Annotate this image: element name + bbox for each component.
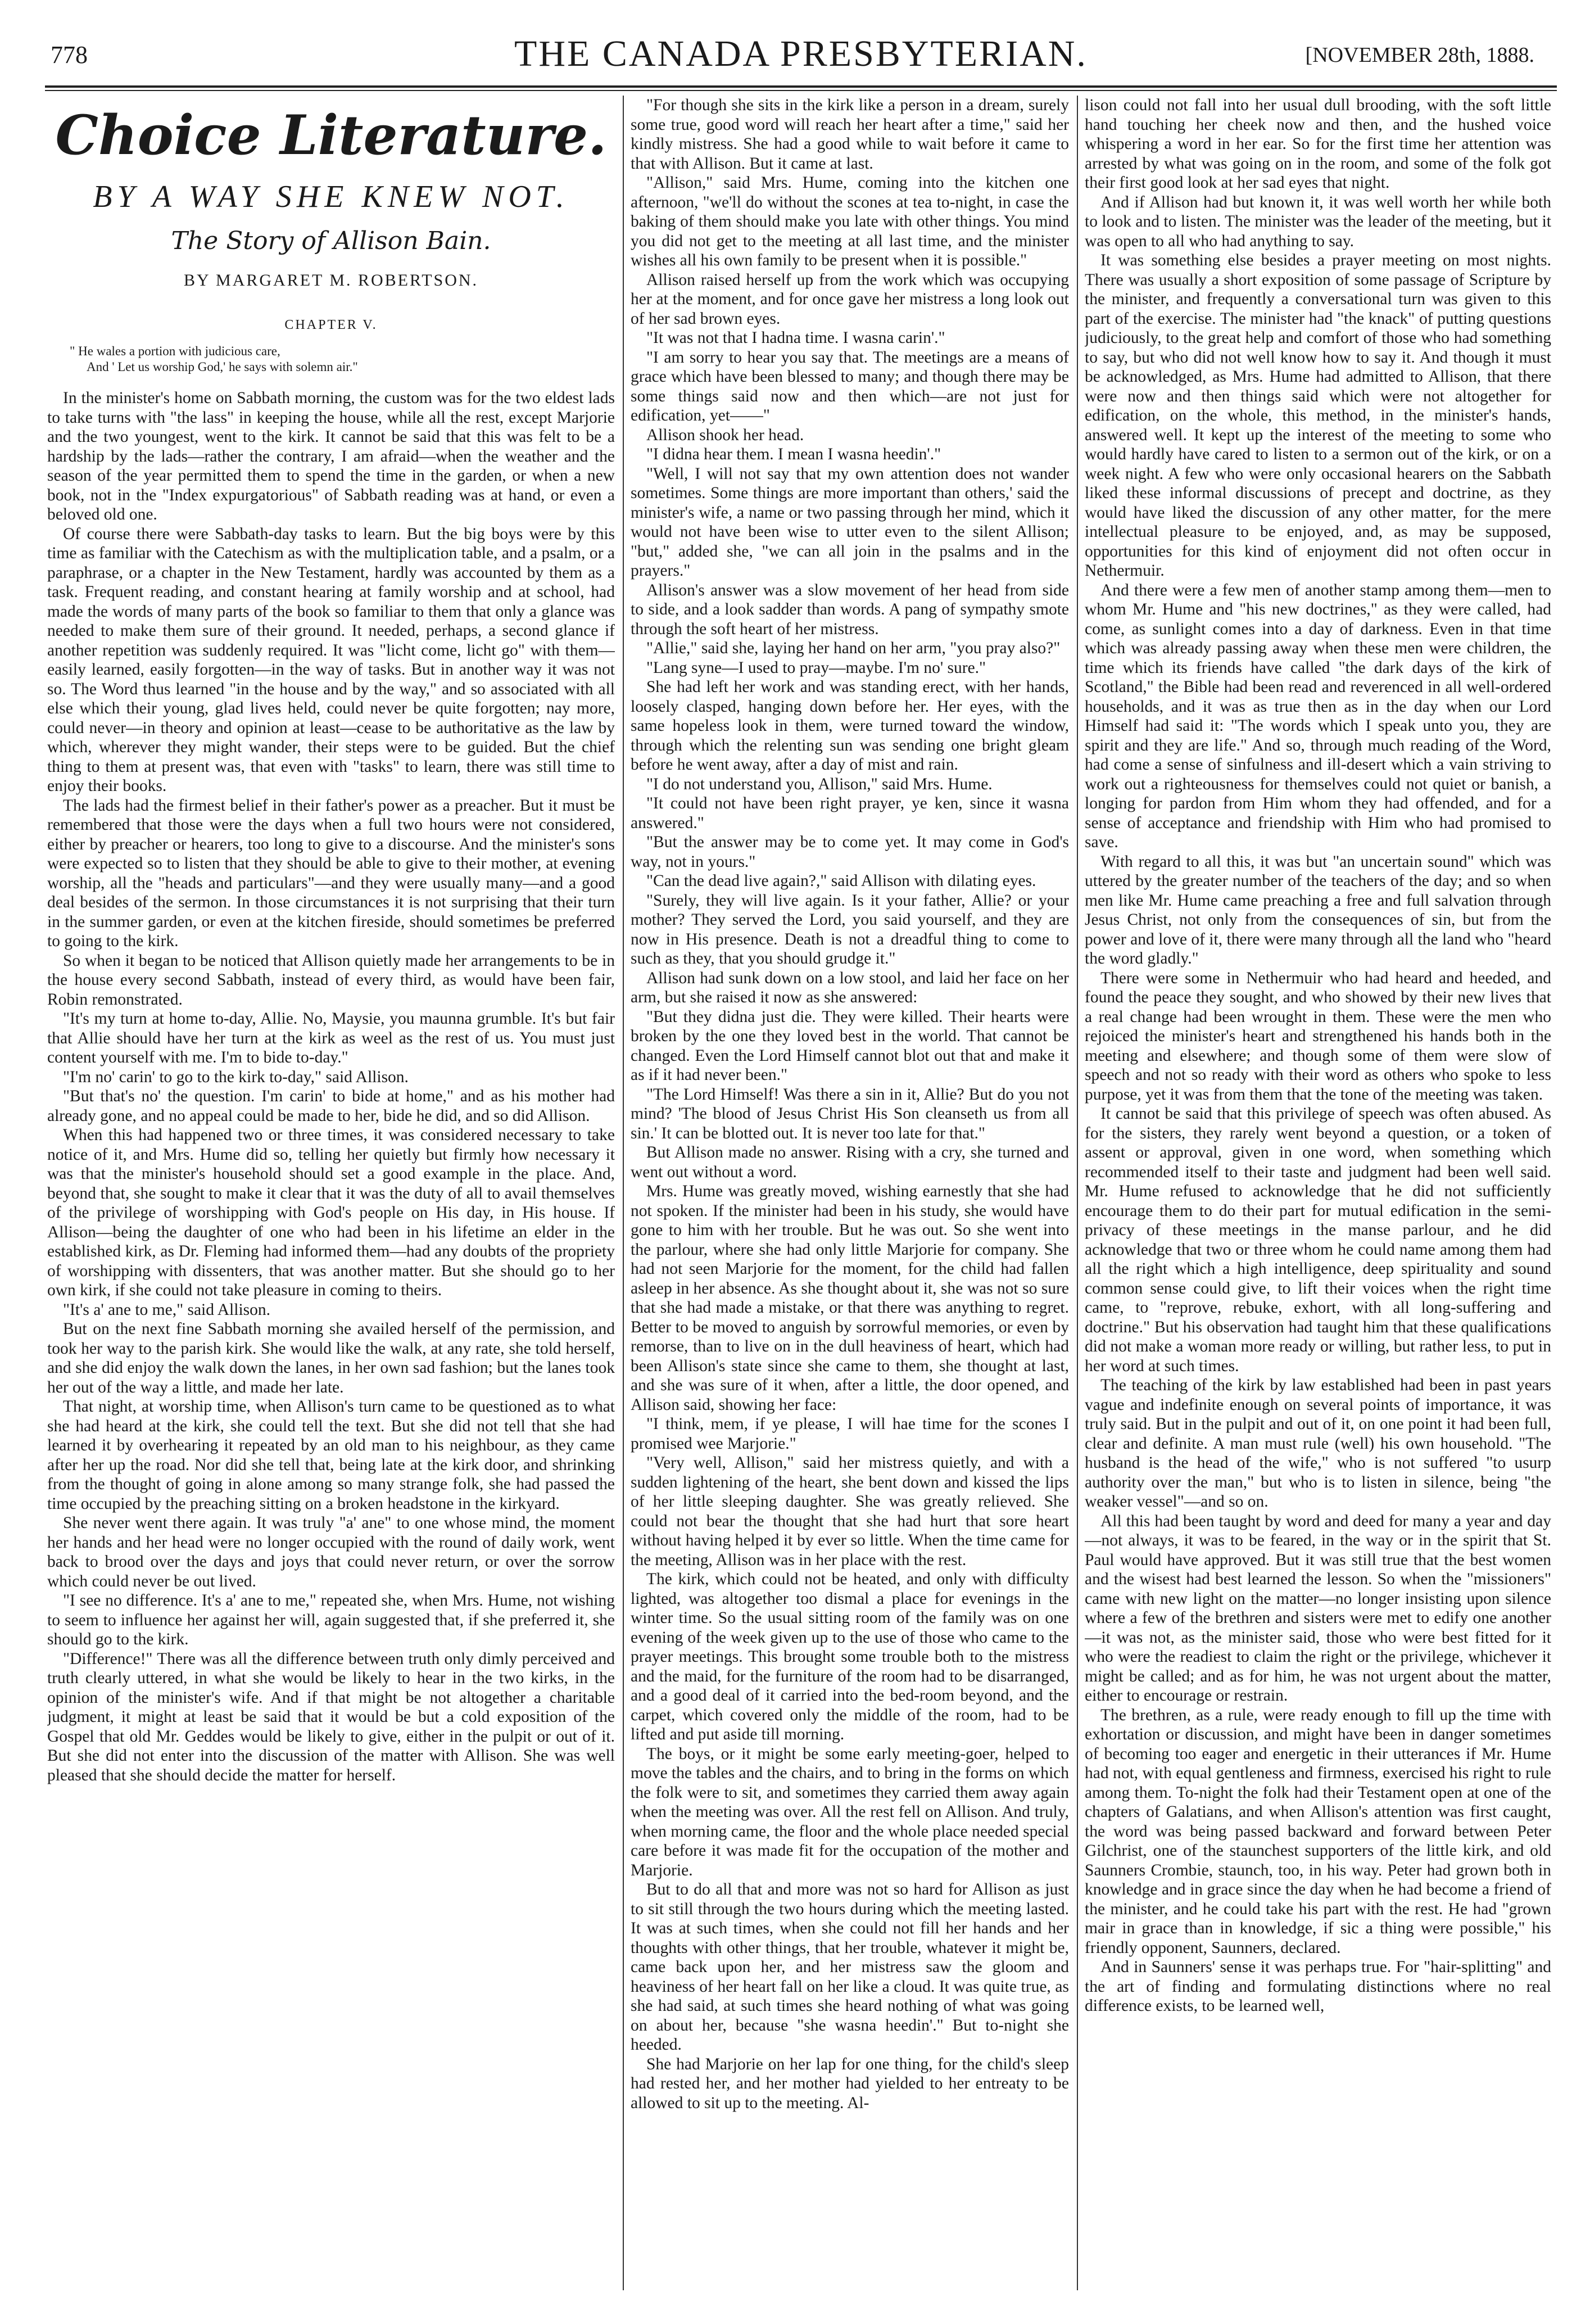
paragraph: "I am sorry to hear you say that. The meetings are a means of grace which have been blessed to many; and though there may be some things said now and then which—are not just for edification, yet——" <box>631 348 1069 424</box>
issue-date: [NOVEMBER 28th, 1888. <box>1305 43 1534 67</box>
author-byline: BY MARGARET M. ROBERTSON. <box>183 271 479 290</box>
paragraph: "But the answer may be to come yet. It may come in God's way, not in yours." <box>631 833 1069 871</box>
paragraph: The lads had the firmest belief in their father's power as a preacher. But it must be remembered that those were the days when a full two hours were not considered, either by preacher or hearers, too long to give to a discourse. And the minister's sons were expected so to listen that they should be able to give to their mother, at evening worship, all the "heads and particulars"—and they were usually many—and a good deal besides of the sermon. In those circumstances it is not surprising that their turn in the summer garden, or even at the kitchen fireside, should sometimes be preferred to going to the kirk. <box>47 796 615 950</box>
paragraph: "It was not that I hadna time. I wasna carin'." <box>646 329 945 347</box>
paragraph: Allison's answer was a slow movement of her head from side to side, and a look sadder than words. A pang of sympathy smote through the soft heart of her mistress. <box>631 581 1069 638</box>
paragraph: "Difference!" There was all the difference between truth only dimly perceived and truth clearly uttered, in what she would be likely to hear in the two kirks, in the opinion of the minister's wife. And if that might be not altogether a charitable judgment, it might at least be said that it would be but a cold exposition of the Gospel that old Mr. Geddes would be likely to give, either in the pulpit or out of it. But she did not enter into the discussion of the matter with Allison. She was well pleased that she should decide the matter for herself. <box>47 1649 615 1784</box>
paragraph: "But that's no' the question. I'm carin' to bide at home," and as his mother had already gone, and no appeal could be made to her, bide he did, and so did Allison. <box>47 1087 615 1125</box>
column-divider <box>1077 96 1078 2290</box>
epigraph-line: " He wales a portion with judicious care, <box>70 344 280 358</box>
paragraph: "Can the dead live again?," said Allison with dilating eyes. <box>646 872 1036 890</box>
masthead-rule <box>45 85 1557 88</box>
epigraph-line: And ' Let us worship God,' he says with solemn air." <box>87 360 358 374</box>
paragraph: But on the next fine Sabbath morning she availed herself of the permission, and took her way to the parish kirk. She would like the walk, at any rate, she told herself, and she did enjoy the walk down the lanes, in her own sad fashion; but the lanes took her out of the way a little, and made her late. <box>47 1320 615 1396</box>
paragraph: "It's a' ane to me," said Allison. <box>63 1300 270 1319</box>
section-heading: Choice Literature. <box>55 103 607 167</box>
paragraph: "For though she sits in the kirk like a person in a dream, surely some true, good word will reach her heart after a time," said her kindly mistress. She had a good while to wait before it came to that with Allison. But it came at last. <box>631 96 1069 173</box>
paragraph: "I'm no' carin' to go to the kirk to-day," said Allison. <box>63 1068 409 1086</box>
paragraph: "I see no difference. It's a' ane to me," repeated she, when Mrs. Hume, not wishing to seem to influence her against her will, again suggested that, if she preferred it, she should go to the kirk. <box>47 1591 615 1648</box>
paragraph: lison could not fall into her usual dull brooding, with the soft little hand touching her cheek now and then, and the hushed voice whispering a word in her ear. So for the first time her attention was arrested by what was going on in the room, and some of the folk got their first good look at her sad eyes that night. <box>1085 96 1551 192</box>
column-body <box>1085 96 1551 2016</box>
paragraph: "It could not have been right prayer, ye ken, since it wasna answered." <box>631 794 1069 832</box>
story-title: BY A WAY SHE KNEW NOT. <box>93 179 569 214</box>
paragraph: "Allie," said she, laying her hand on her arm, "you pray also?" <box>646 639 1061 657</box>
paragraph: "But they didna just die. They were killed. Their hearts were broken by the one they loved best in the world. That cannot be changed. Even the Lord Himself cannot blot out that and make it as if it had never been." <box>631 1007 1069 1084</box>
paragraph: She never went there again. It was truly "a' ane" to one whose mind, the moment her hands and her head were no longer occupied with the round of daily work, went back to brood over the days and joys that could never return, or over the sorrow which could never be out lived. <box>47 1514 615 1590</box>
paragraph: And if Allison had but known it, it was well worth her while both to look and to listen. The minister was the leader of the meeting, but it was open to all who had anything to say. <box>1085 193 1551 250</box>
paragraph: "Well, I will not say that my own attention does not wander sometimes. Some things are more important than others,' said the minister's wife, a name or two passing through her mind, which it would not have been wise to utter even to the silent Allison; "but," added she, "we can all join in the psalms and in the prayers." <box>631 464 1069 580</box>
article-column-3 <box>1085 96 1551 2296</box>
paragraph: "It's my turn at home to-day, Allie. No, Maysie, you maunna grumble. It's but fair that Allie should have her turn at the kirk as weel as the rest of us. You must just content yourself with me. I'm to bide to-day." <box>47 1010 615 1066</box>
paragraph: She had left her work and was standing erect, with her hands, loosely clasped, hanging down before her. Her eyes, with the same hopeless look in them, were turned toward the window, through which the relenting sun was sending one bright gleam before he went away, after a day of mist and rain. <box>631 678 1069 774</box>
paragraph: When this had happened two or three times, it was considered necessary to take notice of it, and Mrs. Hume did so, telling her quietly but firmly how necessary it was that the minister's household should set a good example in the place. And, beyond that, she sought to make it clear that it was the duty of all to avail themselves of the privilege of worshipping with God's people on His day, in His house. If Allison—being the daughter of one who had been in his lifetime an elder in the established kirk, as Dr. Fleming had informed them—had any doubts of the propriety of worshipping with dissenters, that was another matter. But she should go to her own kirk, if she could not take pleasure in coming to theirs. <box>47 1126 615 1299</box>
paragraph: It was something else besides a prayer meeting on most nights. There was usually a short exposition of some passage of Scripture by the minister, and frequently a conversational turn was given to this part of the exercise. The minister had "the knack" of putting questions judiciously, to the great help and comfort of those who had something to say, but who did not well know how to say it. And though it must be acknowledged, as Mrs. Hume had admitted to Allison, that there were now and then things said which were not altogether for edification, on the whole, this method, in the minister's hands, answered well. It kept up the interest of the meeting to some who would hardly have cared to listen to a sermon out of the kirk, or on a week night. A few who were only occasional hearers on the Sabbath liked these informal discussions of precept and doctrine, as they would have liked the discussion of any other matter, for the mere intellectual pleasure to be enjoyed, and, as may be supposed, opportunities for this kind of enjoyment did not often occur in Nethermuir. <box>1085 251 1551 580</box>
paragraph: Of course there were Sabbath-day tasks to learn. But the big boys were by this time as familiar with the Catechism as with the multiplication table, and a psalm, or a paraphrase, or a chapter in the New Testament, hardly was accounted by them as a task. Frequent reading, and constant hearing at family worship and at school, had made the words of many parts of the book so familiar to them that only a glance was needed to make them sure of their ground. It needed, perhaps, a second glance if another repetition was suddenly required. It was "licht come, licht go" with them—easily learned, easily forgotten—in the way of tasks. But in another way it was not so. The Word thus learned "in the house and by the way," and so associated with all else which their young, glad lives held, could never be quite forgotten; nay more, could never—in theory and opinion at least—cease to be authoritative as the law by which, wherever they might wander, their steps were to be guided. But the chief thing to them at present was, that even with "tasks" to learn, there was still time to enjoy their books. <box>47 525 615 795</box>
masthead-rule-thin <box>45 90 1557 91</box>
page-number: 778 <box>51 41 88 69</box>
paragraph: "The Lord Himself! Was there a sin in it, Allie? But do you not mind? 'The blood of Jesus Christ His Son cleanseth us from all sin.' It can be blotted out. It is never too late for that." <box>631 1085 1069 1142</box>
paragraph: "I didna hear them. I mean I wasna heedin'." <box>646 445 941 463</box>
paragraph: "Surely, they will live again. Is it your father, Allie? or your mother? They served the Lord, you said yourself, and they are now in His presence. Death is not a dreadful thing to come to such as they, that you should grudge it." <box>631 891 1069 967</box>
paragraph: The teaching of the kirk by law established had been in past years vague and indefinite enough on several points of importance, it was truly said. But in the pulpit and out of it, on one point it had been full, clear and definite. A man must rule (well) his own household. "The husband is the head of the wife," who is not suffered "to usurp authority over the man," but who is to listen in silence, being "the weaker vessel"—and so on. <box>1085 1376 1551 1511</box>
paragraph: Allison raised herself up from the work which was occupying her at the moment, and for once gave her mistress a long look out of her sad brown eyes. <box>631 270 1069 328</box>
paragraph: "Allison," said Mrs. Hume, coming into the kitchen one afternoon, "we'll do without the scones at tea to-night, in case the baking of them should make you late with other things. You mind you did not get to the meeting at all last time, and the minister wishes all his own family to be present when it is possible." <box>631 174 1069 269</box>
paragraph: That night, at worship time, when Allison's turn came to be questioned as to what she had heard at the kirk, she could tell the text. But she did not tell that she had learned it by overhearing it repeated by an old man to his neighbour, as they came after her up the road. Nor did she tell that, being late at the kirk door, and shrinking from the thought of going in alone among so many strange folk, she had passed the time occupied by the preaching sitting on a broken headstone in the kirkyard. <box>47 1398 615 1513</box>
article-column-1 <box>47 96 615 2296</box>
paragraph: But to do all that and more was not so hard for Allison as just to sit still through the two hours during which the meeting lasted. It was at such times, when she could not fill her hands and her thoughts with other things, that her trouble, whatever it might be, came back upon her, and her mistress saw the gloom and heaviness of her heart fall on her like a cloud. It was quite true, as she had said, at such times she heard nothing of what was going on about her, because "she wasna heedin'." But to-night she heeded. <box>631 1880 1069 2054</box>
column-divider <box>623 96 624 2290</box>
paragraph: But Allison made no answer. Rising with a cry, she turned and went out without a word. <box>631 1143 1069 1181</box>
masthead <box>45 33 1557 81</box>
epigraph <box>70 343 615 375</box>
paragraph: "Lang syne—I used to pray—maybe. I'm no' sure." <box>646 658 986 677</box>
paragraph: Mrs. Hume was greatly moved, wishing earnestly that she had not spoken. If the minister had been in his study, she would have gone to him with her trouble. But he was out. So she went into the parlour, where she had only little Marjorie for company. She had not seen Marjorie for the moment, for the child had fallen asleep in her absence. As she thought about it, she was not so sure that she had made a mistake, or that there was anything to regret. Better to be moved to anguish by sorrowful memories, or even by remorse, than to live on in the dull heaviness of heart, which had been Allison's state since she came to them, she thought at last, and she was sure of it when, after a little, the door opened, and Allison said, showing her face: <box>631 1182 1069 1414</box>
paragraph: The boys, or it might be some early meeting-goer, helped to move the tables and the chairs, and to bring in the forms on which the folk were to sit, and sometimes they carried them away again when the meeting was over. All the rest fell on Allison. And truly, when morning came, the floor and the whole place needed special care before it was made fit for the occupation of the mother and Marjorie. <box>631 1744 1069 1879</box>
column-body <box>47 388 615 1785</box>
paragraph: Allison shook her head. <box>646 426 804 444</box>
paragraph: And there were a few men of another stamp among them—men to whom Mr. Hume and "his new doctrines," as they were called, had come, as sunlight comes into a day of darkness. Even in that time which was already passing away when these men were children, the time which its friends have called "the dark days of the kirk of Scotland," the Bible had been read and reverenced in all well-ordered households, and it was as true then as in the day when our Lord Himself had said it: "The words which I speak unto you, they are spirit and they are life." And so, through much reading of the Word, had come a sense of sinfulness and ill-desert which a vain striving to work out a righteousness for themselves could not quiet or banish, a longing for pardon from Him whom they had offended, and for a sense of acceptance and friendship with Him who had promised to save. <box>1085 581 1551 851</box>
paragraph: With regard to all this, it was but "an uncertain sound" which was uttered by the greater number of the teachers of the day; and so when men like Mr. Hume came preaching a free and full salvation through Jesus Christ, not only from the consequences of sin, but from the power and love of it, there were many through all the land who "heard the word gladly." <box>1085 852 1551 967</box>
paragraph: "Very well, Allison," said her mistress quietly, and with a sudden lightening of the heart, she bent down and kissed the lips of her little sleeping daughter. She was greatly relieved. She could not bear the thought that she had hurt that sore heart without having helped it by ever so little. When the time came for the meeting, Allison was in her place with the rest. <box>631 1454 1069 1569</box>
article-column-2 <box>631 96 1069 2296</box>
paragraph: "I do not understand you, Allison," said Mrs. Hume. <box>646 775 993 793</box>
paragraph: "I think, mem, if ye please, I will hae time for the scones I promised wee Marjorie." <box>631 1415 1069 1453</box>
newspaper-title: THE CANADA PRESBYTERIAN. <box>514 33 1088 74</box>
paragraph: All this had been taught by word and deed for many a year and day—not always, it was to be feared, in the way or in the spirit that St. Paul would have approved. But it was still true that the best women and the wisest had best learned the lesson. So when the "missioners" came with new light on the matter—no longer insisting upon silence where a few of the brethren and sisters were met to edify one another—it was not, as the minister said, those who were best fitted for it who were the readiest to claim the right or the privilege, whichever it might be called; and as for him, he was not urgent about the matter, either to encourage or restrain. <box>1085 1512 1551 1704</box>
chapter-heading: CHAPTER V. <box>284 317 378 332</box>
paragraph: There were some in Nethermuir who had heard and heeded, and found the peace they sought, and who showed by their new lives that a real change had been wrought in them. These were the men who rejoiced the minister's heart and strengthened his hands both in the meeting and elsewhere; and though some of them were slow of speech and not so ready with their word as others who spoke to less purpose, yet it was from them that the tone of the meeting was taken. <box>1085 969 1551 1104</box>
story-subtitle: The Story of Allison Bain. <box>171 227 491 255</box>
paragraph: In the minister's home on Sabbath morning, the custom was for the two eldest lads to take turns with "the lass" in keeping the house, while all the rest, except Marjorie and the two youngest, went to the kirk. It cannot be said that this was felt to be a hardship by the lads—rather the contrary, I am afraid—when the weather and the season of the year permitted them to spend the time in the garden, or when a new book, not in the "Index expurgatorious" of Sabbath reading was at hand, or even a beloved old one. <box>47 389 615 523</box>
paragraph: The brethren, as a rule, were ready enough to fill up the time with exhortation or discussion, and might have been in danger sometimes of becoming too eager and energetic in their utterances if Mr. Hume had not, with equal gentleness and firmness, exercised his right to rule among them. To-night the folk had their Testament open at one of the chapters of Galatians, and when Allison's attention was first caught, the word was being passed backward and forward between Peter Gilchrist, one of the staunchest supporters of the little kirk, and old Saunners Crombie, staunch, too, in his way. Peter had grown both in knowledge and in grace since the day when he had become a friend of the minister, and he could take his part with the rest. He had "grown mair in grace than in knowledge, if sic a thing were possible," his friendly opponent, Saunners, declared. <box>1085 1706 1551 1957</box>
paragraph: The kirk, which could not be heated, and only with difficulty lighted, was altogether too dismal a place for evenings in the winter time. So the usual sitting room of the family was on one evening of the week given up to the use of those who came to the prayer meetings. This brought some trouble both to the mistress and the maid, for the furniture of the room had to be disarranged, and a good deal of it carried into the bed-room beyond, and the carpet, which covered only the middle of the room, had to be lifted and put aside till morning. <box>631 1570 1069 1743</box>
column-body <box>631 96 1069 2113</box>
paragraph: It cannot be said that this privilege of speech was often abused. As for the sisters, they rarely went beyond a question, or a token of assent or approval, given in one word, when something which recommended itself to their taste and judgment had been well said. Mr. Hume refused to acknowledge that he did not sufficiently encourage them to do their part for mutual edification in the semi-privacy of these meetings in the manse parlour, and he did acknowledge that two or three whom he could name among them had all the right which a high intelligence, deep spirituality and sound common sense could give, to lift their voices when the right time came, to "reprove, rebuke, exhort, with all long-suffering and doctrine." But his observation had taught him that these qualifications did not make a woman more ready or willing, but rather less, to put in her word at such times. <box>1085 1105 1551 1375</box>
paragraph: She had Marjorie on her lap for one thing, for the child's sleep had rested her, and her mother had yielded to her entreaty to be allowed to sit up to the meeting. Al- <box>631 2055 1069 2112</box>
paragraph: And in Saunners' sense it was perhaps true. For "hair-splitting" and the art of finding and formulating distinctions where no real difference exists, to be learned well, <box>1085 1958 1551 2015</box>
paragraph: So when it began to be noticed that Allison quietly made her arrangements to be in the house every second Sabbath, instead of every third, as would have been fair, Robin remonstrated. <box>47 951 615 1009</box>
paragraph: Allison had sunk down on a low stool, and laid her face on her arm, but she raised it now as she answered: <box>631 969 1069 1006</box>
